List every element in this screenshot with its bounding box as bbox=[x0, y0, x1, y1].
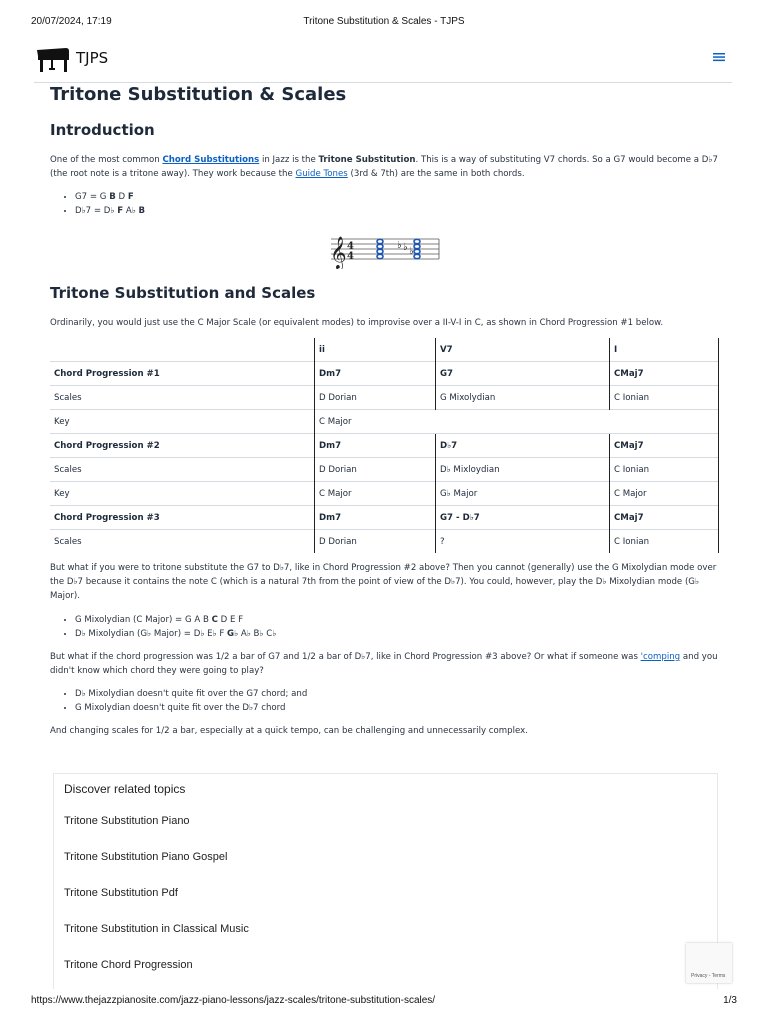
site-name[interactable]: TJPS bbox=[76, 49, 109, 67]
table-cell: ii bbox=[315, 338, 436, 362]
hamburger-menu-icon[interactable] bbox=[712, 50, 726, 64]
print-datetime: 20/07/2024, 17:19 bbox=[31, 16, 112, 27]
table-cell: G7 - D♭7 bbox=[436, 506, 610, 530]
table-row bbox=[50, 386, 719, 410]
svg-text:♭: ♭ bbox=[403, 242, 408, 253]
related-topic-link[interactable]: Tritone Chord Progression bbox=[64, 959, 193, 971]
table-cell: Scales bbox=[50, 530, 315, 554]
table-cell: CMaj7 bbox=[610, 506, 719, 530]
intro-paragraph: One of the most common Chord Substitutions in Jazz is the Tritone Substitution. This is a way of substituting V7 chords. So a G7 would become a D♭7 (the root note is a tritone away). They work because the Guide Tones (3rd & 7th) are the same in both chords. bbox=[50, 155, 718, 179]
svg-text:4: 4 bbox=[347, 251, 354, 262]
related-topics-heading: Discover related topics bbox=[64, 782, 186, 796]
table-row bbox=[50, 506, 719, 530]
intro-heading: Introduction bbox=[50, 121, 155, 139]
section-heading-tritone-scales: Tritone Substitution and Scales bbox=[50, 284, 316, 302]
paragraph-tritone-sub: But what if you were to tritone substitute the G7 to D♭7, like in Chord Progression #2 above? Then you cannot (generally) use the G Mixolydian mode over the D♭7 because it contains the note C (which is a natural 7th from the point of view of the D♭7). You could, however, play the D♭ Mixolydian mode (G♭ Major). bbox=[50, 563, 717, 601]
table-cell: D♭ Mixloydian bbox=[436, 458, 610, 482]
table-cell: Chord Progression #1 bbox=[50, 362, 315, 386]
table-cell: Scales bbox=[50, 386, 315, 410]
recaptcha-text: Privacy - Terms bbox=[691, 973, 726, 979]
svg-text:♭: ♭ bbox=[409, 246, 414, 257]
print-page-number: 1/3 bbox=[723, 995, 737, 1006]
table-cell: I bbox=[610, 338, 719, 362]
table-cell: V7 bbox=[436, 338, 610, 362]
chord-substitutions-link[interactable]: Chord Substitutions bbox=[162, 155, 260, 165]
table-cell: G Mixolydian bbox=[436, 386, 610, 410]
list-item: • G Mixolydian doesn't quite fit over the D♭7 chord bbox=[75, 701, 720, 715]
list-item: • G7 = G B D F bbox=[75, 190, 720, 204]
table-cell: Dm7 bbox=[315, 434, 436, 458]
table-row bbox=[50, 362, 719, 386]
svg-text:4: 4 bbox=[347, 241, 354, 252]
table-row bbox=[50, 434, 719, 458]
table-cell: C Ionian bbox=[610, 530, 719, 554]
list-item: • D♭ Mixolydian (G♭ Major) = D♭ E♭ F G♭ A♭ B♭ C♭ bbox=[75, 627, 720, 641]
print-header bbox=[31, 16, 737, 30]
table-cell: Chord Progression #2 bbox=[50, 434, 315, 458]
table-cell: G♭ Major bbox=[436, 482, 610, 506]
paragraph-changing-scales: And changing scales for 1/2 a bar, especially at a quick tempo, can be challenging and unnecessarily complex. bbox=[50, 726, 528, 736]
paragraph-comping: But what if the chord progression was 1/2 a bar of G7 and 1/2 a bar of D♭7, like in Chord Progression #3 above? Or what if someone was 'comping and you didn't know which chord they were going to play? bbox=[50, 652, 718, 676]
article-content bbox=[50, 84, 720, 738]
table-cell: D Dorian bbox=[315, 530, 436, 554]
list-item: • D♭ Mixolydian doesn't quite fit over the G7 chord; and bbox=[75, 687, 720, 701]
table-cell: Scales bbox=[50, 458, 315, 482]
site-header bbox=[34, 40, 732, 83]
related-topic-link[interactable]: Tritone Substitution Piano Gospel bbox=[64, 851, 228, 863]
svg-text:♭: ♭ bbox=[397, 240, 402, 251]
table-cell: C Major bbox=[315, 410, 719, 434]
chord-progression-table bbox=[50, 338, 719, 553]
music-staff-image bbox=[329, 231, 441, 269]
page-title: Tritone Substitution & Scales bbox=[50, 84, 347, 105]
table-cell: D Dorian bbox=[315, 386, 436, 410]
table-cell: C Ionian bbox=[610, 386, 719, 410]
table-cell: C Major bbox=[315, 482, 436, 506]
section2-paragraph: Ordinarily, you would just use the C Major Scale (or equivalent modes) to improvise over a II-V-I in C, as shown in Chord Progression #1 below. bbox=[50, 318, 664, 328]
table-row bbox=[50, 458, 719, 482]
print-footer bbox=[31, 995, 737, 1009]
related-topics-box bbox=[53, 773, 718, 989]
comping-link[interactable]: 'comping bbox=[640, 652, 681, 662]
table-cell: Key bbox=[50, 482, 315, 506]
recaptcha-badge[interactable] bbox=[686, 943, 732, 983]
guide-tones-link[interactable]: Guide Tones bbox=[295, 169, 348, 179]
table-cell: CMaj7 bbox=[610, 362, 719, 386]
table-cell: Key bbox=[50, 410, 315, 434]
table-cell: D Dorian bbox=[315, 458, 436, 482]
table-row bbox=[50, 482, 719, 506]
fit-list bbox=[50, 687, 720, 715]
table-cell: CMaj7 bbox=[610, 434, 719, 458]
table-cell: Dm7 bbox=[315, 362, 436, 386]
related-topic-link[interactable]: Tritone Substitution Pdf bbox=[64, 887, 178, 899]
print-doc-title: Tritone Substitution & Scales - TJPS bbox=[303, 16, 465, 27]
mode-list bbox=[50, 613, 720, 641]
table-row bbox=[50, 530, 719, 554]
table-row bbox=[50, 410, 719, 434]
table-cell: Dm7 bbox=[315, 506, 436, 530]
table-cell: Chord Progression #3 bbox=[50, 506, 315, 530]
table-cell: C Ionian bbox=[610, 458, 719, 482]
print-url: https://www.thejazzpianosite.com/jazz-piano-lessons/jazz-scales/tritone-substitution-scales/ bbox=[31, 995, 436, 1006]
table-cell: D♭7 bbox=[436, 434, 610, 458]
piano-icon[interactable] bbox=[36, 46, 70, 74]
table-cell bbox=[50, 338, 315, 362]
table-header-row bbox=[50, 338, 719, 362]
list-item: • G Mixolydian (C Major) = G A B C D E F bbox=[75, 613, 720, 627]
svg-text:𝄞: 𝄞 bbox=[330, 236, 347, 269]
table-cell: C Major bbox=[610, 482, 719, 506]
table-cell: G7 bbox=[436, 362, 610, 386]
related-topic-link[interactable]: Tritone Substitution Piano bbox=[64, 815, 190, 827]
list-item: • D♭7 = D♭ F A♭ B bbox=[75, 204, 720, 218]
table-cell: ? bbox=[436, 530, 610, 554]
chord-tones-list bbox=[50, 190, 720, 218]
related-topic-link[interactable]: Tritone Substitution in Classical Music bbox=[64, 923, 249, 935]
